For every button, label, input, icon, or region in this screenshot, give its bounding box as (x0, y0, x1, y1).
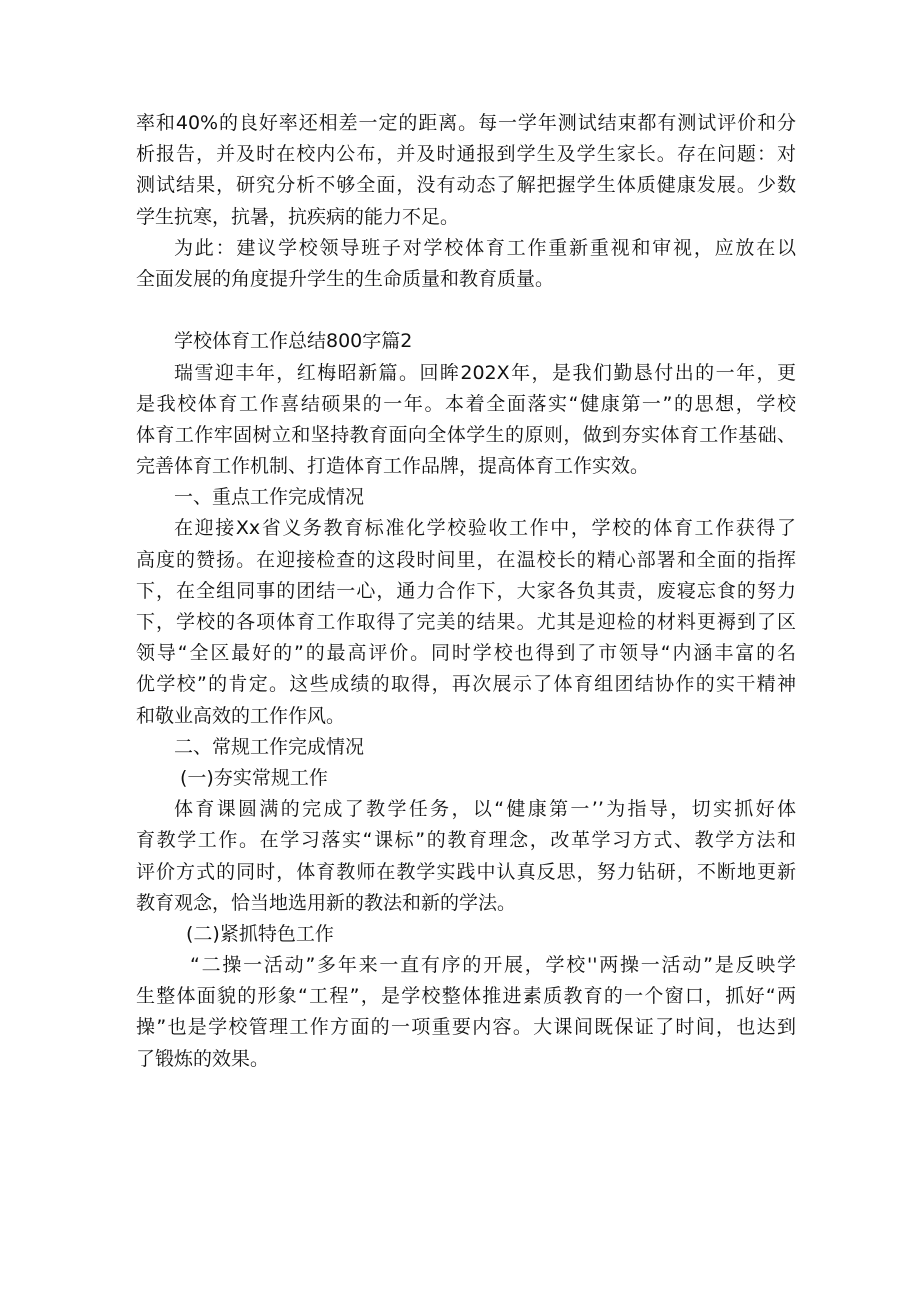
text-line: 评价方式的同时，体育教师在教学实践中认真反思，努力钻研，不断地更新 (136, 860, 796, 883)
text-line: 率和40%的良好率还相差一定的距离。每一学年测试结束都有测试评价和分 (136, 112, 796, 134)
paragraph-exercises (136, 950, 796, 1075)
text-line: 瑞雪迎丰年，红梅昭新篇。回眸202X年，是我们勤恳付出的一年，更 (174, 361, 796, 384)
text-line: 测试结果，研究分析不够全面，没有动态了解把握学生体质健康发展。少数 (136, 174, 796, 197)
heading-key-work: 一、重点工作完成情况 (174, 486, 365, 509)
section-title: 学校体育工作总结800字篇2 (174, 330, 413, 353)
heading-routine-work: 二、常规工作完成情况 (174, 735, 365, 758)
text-line: 在迎接Xx省义务教育标准化学校验收工作中，学校的体育工作获得了 (174, 517, 796, 540)
text-line: 学生抗寒，抗暑，抗疾病的能力不足。 (136, 205, 460, 228)
text-line: 和敬业高效的工作作风。 (136, 704, 346, 727)
text-line: 下，学校的各项体育工作取得了完美的结果。尤其是迎检的材料更褥到了区 (136, 611, 796, 633)
paragraph-pe-class (136, 794, 796, 919)
text-line: 体育课圆满的完成了教学任务，以“健康第一’’为指导，切实抓好体 (174, 798, 796, 821)
text-line: 析报告，并及时在校内公布，并及时通报到学生及学生家长。存在问题：对 (136, 143, 796, 166)
paragraph-suggestion (136, 233, 796, 295)
text-line: 教育观念，恰当地选用新的教法和新的学法。 (136, 891, 517, 914)
text-line: 优学校”的肯定。这些成绩的取得，再次展示了体育组团结协作的实干精神 (136, 673, 796, 696)
text-line: 下，在全组同事的团结一心，通力合作下，大家各负其责，废寝忘食的努力 (136, 579, 796, 602)
text-line: “二操一活动”多年来一直有序的开展，学校''两操一活动”是反映学 (190, 954, 796, 977)
text-line: 是我校体育工作喜结硕果的一年。本着全面落实“健康第一”的思想，学校 (136, 392, 796, 415)
text-line: 高度的赞扬。在迎接检查的这段时间里，在温校长的精心部署和全面的指挥 (136, 548, 796, 571)
subheading-routine: (一)夯实常规工作 (180, 766, 328, 789)
document-page (136, 108, 796, 1075)
text-line: 了锻炼的效果。 (136, 1047, 270, 1070)
text-line: 完善体育工作机制、打造体育工作品牌，提高体育工作实效。 (136, 455, 650, 478)
subheading-featured: (二)紧抓特色工作 (186, 922, 334, 945)
text-line: 操”也是学校管理工作方面的一项重要内容。大课间既保证了时间，也达到 (136, 1016, 796, 1039)
text-line: 生整体面貌的形象“工程”，是学校整体推进素质教育的一个窗口，抓好“两 (136, 985, 796, 1008)
text-line: 为此：建议学校领导班子对学校体育工作重新重视和审视，应放在以 (174, 236, 796, 259)
blank-line (136, 295, 796, 326)
text-line: 领导“全区最好的”的最高评价。同时学校也得到了市领导“内涵丰富的名 (136, 642, 796, 665)
paragraph-test-results (136, 108, 796, 233)
paragraph-inspection (136, 513, 796, 731)
text-line: 全面发展的角度提升学生的生命质量和教育质量。 (136, 267, 555, 290)
text-line: 体育工作牢固树立和坚持教育面向全体学生的原则，做到夯实体育工作基础、 (136, 423, 796, 446)
text-line: 育教学工作。在学习落实“课标”的教育理念，改革学习方式、教学方法和 (136, 829, 796, 852)
paragraph-intro (136, 358, 796, 483)
